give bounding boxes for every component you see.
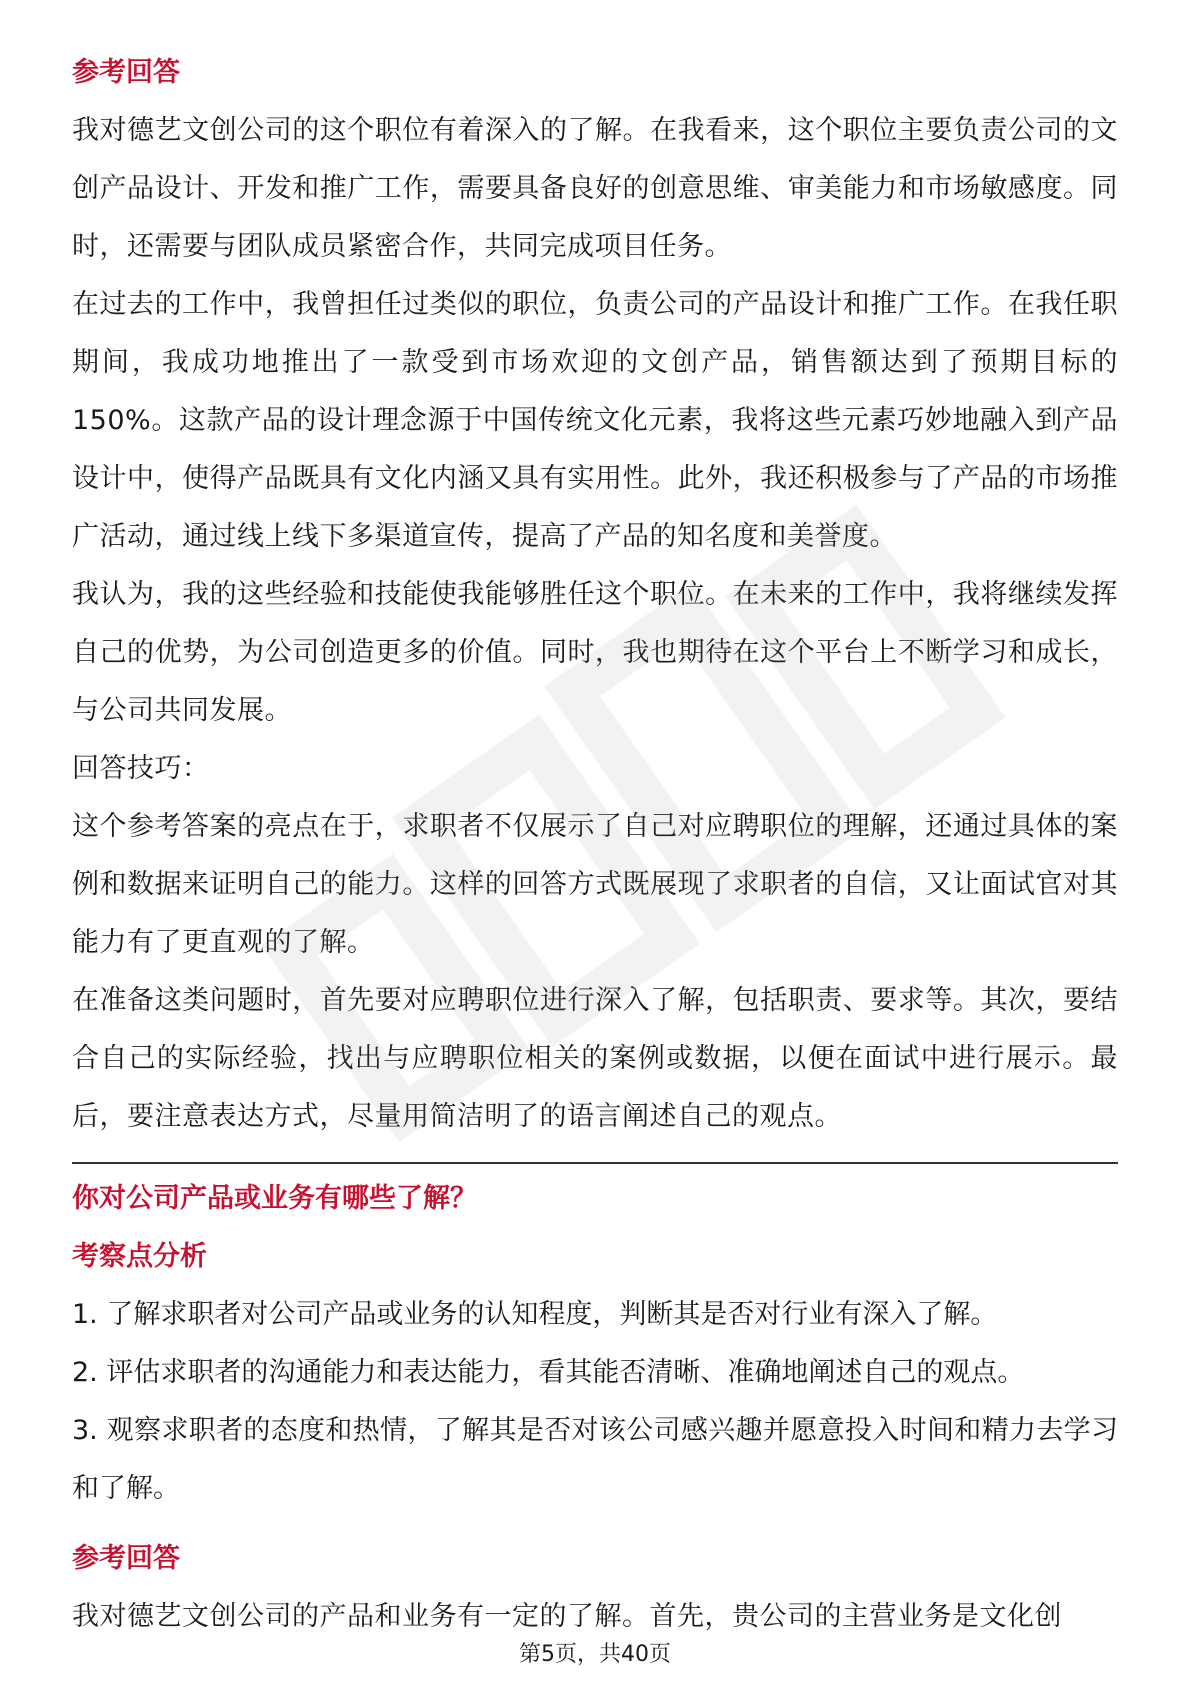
tips-paragraph: 在准备这类问题时，首先要对应聘职位进行深入了解，包括职责、要求等。其次，要结合自己的实际经验，找出与应聘职位相关的案例或数据，以便在面试中进行展示。最后，要注意表达方式，尽量用简洁明了的语言阐述自己的观点。 [72,985,1118,1132]
interview-question: 你对公司产品或业务有哪些了解？ [72,1183,477,1214]
analysis-heading: 考察点分析 [72,1241,207,1272]
reference-answer-heading-2: 参考回答 [72,1543,180,1574]
tips-paragraph: 这个参考答案的亮点在于，求职者不仅展示了自己对应聘职位的理解，还通过具体的案例和数据来证明自己的能力。这样的回答方式既展现了求职者的自信，又让面试官对其能力有了更直观的了解。 [72,811,1118,958]
spacer [72,1518,1118,1530]
analysis-list-item: 1. 了解求职者对公司产品或业务的认知程度，判断其是否对行业有深入了解。 [72,1299,998,1330]
reference-answer-heading: 参考回答 [72,57,180,88]
answer-paragraph: 我对德艺文创公司的这个职位有着深入的了解。在我看来，这个职位主要负责公司的文创产品设计、开发和推广工作，需要具备良好的创意思维、审美能力和市场敏感度。同时，还需要与团队成员紧密合作，共同完成项目任务。 [72,115,1118,262]
document-page [72,44,1118,1646]
analysis-list-item: 2. 评估求职者的沟通能力和表达能力，看其能否清晰、准确地阐述自己的观点。 [72,1357,1025,1388]
page-number: 第5页，共40页 [519,1642,671,1667]
answer-paragraph: 我认为，我的这些经验和技能使我能够胜任这个职位。在未来的工作中，我将继续发挥自己的优势，为公司创造更多的价值。同时，我也期待在这个平台上不断学习和成长，与公司共同发展。 [72,579,1118,726]
answer-paragraph: 在过去的工作中，我曾担任过类似的职位，负责公司的产品设计和推广工作。在我任职期间，我成功地推出了一款受到市场欢迎的文创产品，销售额达到了预期目标的150%。这款产品的设计理念源于中国传统文化元素，我将这些元素巧妙地融入到产品设计中，使得产品既具有文化内涵又具有实用性。此外，我还积极参与了产品的市场推广活动，通过线上线下多渠道宣传，提高了产品的知名度和美誉度。 [72,289,1118,552]
answer-paragraph-start: 我对德艺文创公司的产品和业务有一定的了解。首先，贵公司的主营业务是文化创 [72,1601,1062,1632]
tips-label: 回答技巧： [72,753,210,784]
section-divider [72,1162,1118,1164]
analysis-list-item: 3. 观察求职者的态度和热情，了解其是否对该公司感兴趣并愿意投入时间和精力去学习和了解。 [72,1415,1118,1504]
